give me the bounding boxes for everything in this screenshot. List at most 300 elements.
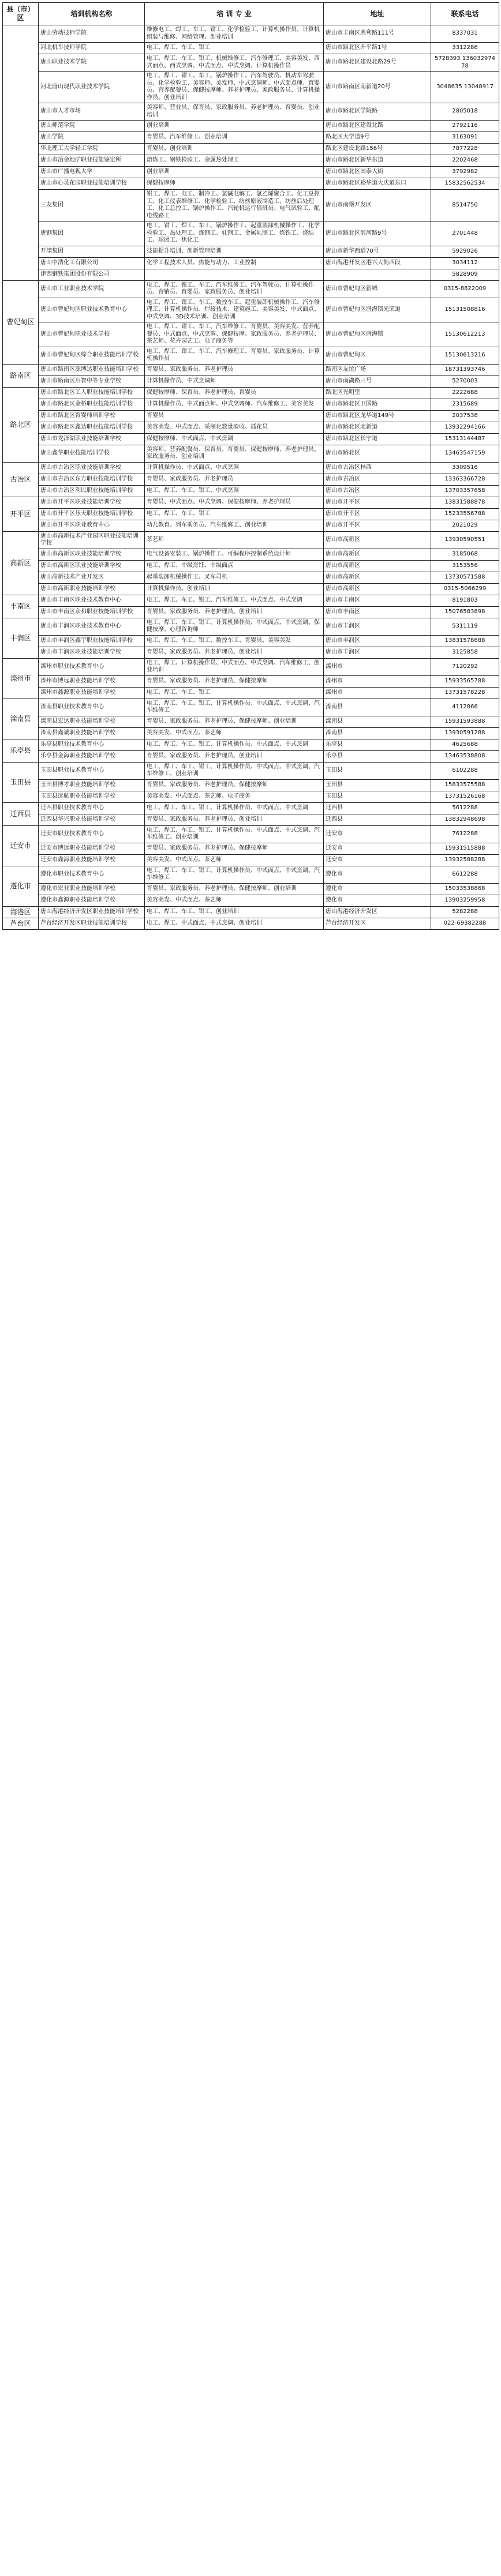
table-row [3, 802, 499, 814]
phone-cell: 13831578688 [431, 635, 499, 647]
address-cell: 路北区光明里 [324, 387, 431, 399]
region-cell: 滦州市 [3, 658, 39, 699]
address-cell: 滦州市 [324, 658, 431, 675]
phone-cell: 15130613216 [431, 347, 499, 364]
address-cell: 唐山市曹妃甸区新城 [324, 280, 431, 298]
major-cell: 起重装卸机械操作工、叉车司机 [145, 572, 324, 583]
org-cell: 遵化市宏业职业技能培训学校 [39, 883, 145, 895]
table-row [3, 167, 499, 178]
table-row [3, 825, 499, 843]
major-cell: 电工、焊工、车工、钳工 [145, 508, 324, 520]
major-cell: 电工、焊工、车工、钳工 [145, 687, 324, 699]
org-cell: 玉田县远航职业技能培训学校 [39, 791, 145, 802]
major-cell: 创业培训 [145, 167, 324, 178]
org-cell: 滦南县鑫诚职业技能培训学校 [39, 727, 145, 739]
major-cell: 电工、焊工、中式面点、中式烹调、创业培训 [145, 918, 324, 929]
major-cell: 电工、焊工、车工、钳工、汽车维修工、中式面点、中式烹调 [145, 595, 324, 606]
phone-cell: 13363366728 [431, 474, 499, 485]
phone-cell: 3792982 [431, 167, 499, 178]
address-cell: 乐亭县 [324, 739, 431, 750]
major-cell: 育婴员、家政服务员、养老护理员、创业培训 [145, 606, 324, 618]
major-cell: 育婴员、汽车维修工、创业培训 [145, 132, 324, 144]
org-cell: 唐山市丰南区职业技术教育中心 [39, 595, 145, 606]
address-cell: 路南区友谊广场 [324, 364, 431, 375]
org-cell: 滦南县宏达职业技能培训学校 [39, 716, 145, 727]
phone-cell: 15233556788 [431, 508, 499, 520]
phone-cell: 3163091 [431, 132, 499, 144]
table-header-row [3, 3, 499, 25]
phone-cell: 7612288 [431, 825, 499, 843]
region-cell: 玉田县 [3, 762, 39, 802]
major-cell: 育婴员 [145, 410, 324, 422]
table-row [3, 155, 499, 167]
table-row [3, 422, 499, 433]
address-cell: 路北区建设北路156号 [324, 144, 431, 155]
org-cell: 唐山高新技术产业开发区 [39, 572, 145, 583]
major-cell: 美容师、营业员、保育员、家政服务员、养老护理员、育婴员、创业培训 [145, 103, 324, 121]
org-cell: 唐山市丰润区职业技能培训学校 [39, 647, 145, 658]
major-cell: 幼儿教育、列车乘务员、汽车维修工、创业培训 [145, 520, 324, 531]
phone-cell: 5270003 [431, 375, 499, 387]
table-row [3, 791, 499, 802]
org-cell: 唐山市高新区职业技能培训学校 [39, 560, 145, 572]
major-cell: 维修电工、焊工、车工、钳工、化学检验工、计算机操作员、计算机组装与维修、网络管理、创业培训 [145, 25, 324, 43]
region-cell: 迁安市 [3, 825, 39, 866]
table-row [3, 178, 499, 190]
phone-cell: 15931593888 [431, 716, 499, 727]
address-cell: 唐山市路北区滨河路9号 [324, 221, 431, 246]
region-cell: 滦南县 [3, 699, 39, 739]
phone-cell: 2037538 [431, 410, 499, 422]
phone-cell: 3312286 [431, 43, 499, 54]
address-cell: 唐山市高新区 [324, 531, 431, 549]
org-cell: 唐山市冶金地矿职业技能鉴定所 [39, 155, 145, 167]
address-cell: 唐山海港开发区港兴大街西段 [324, 257, 431, 269]
major-cell: 育婴员、创业培训 [145, 144, 324, 155]
address-cell: 唐山市新华西道70号 [324, 246, 431, 257]
phone-cell: 15033538868 [431, 883, 499, 895]
org-cell: 唐山市路北区育婴师培训学校 [39, 410, 145, 422]
org-cell: 唐山师范学院 [39, 121, 145, 132]
address-cell: 滦南县 [324, 727, 431, 739]
org-cell: 唐山市广播电视大学 [39, 167, 145, 178]
org-cell: 迁安市博远职业技能培训学校 [39, 843, 145, 854]
phone-cell: 5612288 [431, 802, 499, 814]
address-cell: 唐山海港经济开发区 [324, 906, 431, 918]
address-cell: 玉田县 [324, 762, 431, 779]
address-cell: 唐山市路北区卫国路 [324, 399, 431, 410]
major-cell: 创业培训 [145, 121, 324, 132]
major-cell: 计算机操作员、中式面点、中式烹调 [145, 462, 324, 474]
address-cell: 唐山市路北区裕华道大庆道东口 [324, 178, 431, 190]
table-row [3, 410, 499, 422]
address-cell: 遵化市 [324, 895, 431, 906]
org-cell: 唐山市古冶区东方职业技能培训学校 [39, 474, 145, 485]
phone-cell: 15130612213 [431, 322, 499, 347]
major-cell: 电工、焊工、车工、钳工、创业培训 [145, 906, 324, 918]
address-cell: 唐山市曹妃甸区唐海镇 [324, 322, 431, 347]
major-cell: 化学工程技术人员、热能与动力、工业控制 [145, 257, 324, 269]
major-cell: 茶艺师 [145, 531, 324, 549]
address-cell: 唐山市高新区 [324, 560, 431, 572]
table-row [3, 387, 499, 399]
org-cell: 遵化市鑫源职业技能培训学校 [39, 895, 145, 906]
major-cell: 电工、焊工、钳工、车工、汽车修理工、育婴员、家政服务员、计算机操作员 [145, 347, 324, 364]
table-row [3, 364, 499, 375]
address-cell: 滦州市 [324, 687, 431, 699]
address-cell: 唐山市路北区长宁道 [324, 433, 431, 445]
major-cell: 电工、焊工、车工、钳工、计算机操作员、中式面点、中式烹调、汽车维修工 [145, 866, 324, 883]
phone-cell: 7120292 [431, 658, 499, 675]
org-cell: 唐山市工业职业技术学院 [39, 280, 145, 298]
org-cell: 滦州市鑫源职业技能培训学校 [39, 687, 145, 699]
address-cell: 唐山市路南区南新道20号 [324, 72, 431, 103]
phone-cell: 13930590551 [431, 531, 499, 549]
phone-cell: 8337031 [431, 25, 499, 43]
address-cell: 滦南县 [324, 699, 431, 716]
org-cell: 唐山市路北区工人职业技能培训学校 [39, 387, 145, 399]
table-row [3, 606, 499, 618]
table-row [3, 497, 499, 508]
address-cell: 唐山市路北区龙华道149号 [324, 410, 431, 422]
phone-cell: 022-69382288 [431, 918, 499, 929]
table-row [3, 647, 499, 658]
table-row [3, 72, 499, 103]
org-cell: 唐山市路南区启智中等专业学校 [39, 375, 145, 387]
table-row [3, 866, 499, 883]
phone-cell: 13463547159 [431, 445, 499, 462]
region-cell: 芦台区 [3, 918, 39, 929]
table-row [3, 895, 499, 906]
address-cell: 遵化市 [324, 866, 431, 883]
address-cell: 玉田县 [324, 779, 431, 791]
phone-cell: 0315-5066299 [431, 583, 499, 595]
phone-cell: 5311119 [431, 618, 499, 635]
address-cell: 迁西县 [324, 814, 431, 825]
phone-cell: 2202468 [431, 155, 499, 167]
org-cell: 滦州市博远职业技能培训学校 [39, 675, 145, 687]
org-cell: 开滦集团 [39, 246, 145, 257]
address-cell: 唐山市路北区 [324, 445, 431, 462]
header-address: 地址 [324, 3, 431, 25]
address-cell: 芦台经济开发区 [324, 918, 431, 929]
phone-cell: 2222688 [431, 387, 499, 399]
phone-cell: 7877228 [431, 144, 499, 155]
table-row [3, 121, 499, 132]
major-cell: 电工、焊工、车工、钳工、计算机操作员、中式面点、中式烹调、汽车维修工 [145, 699, 324, 716]
address-cell: 唐山市高新区 [324, 583, 431, 595]
phone-cell: 5282288 [431, 906, 499, 918]
table-row [3, 298, 499, 322]
phone-cell: 13832948698 [431, 814, 499, 825]
major-cell: 熔炼工、钢铁检验工、金属热处理工 [145, 155, 324, 167]
org-cell: 唐山市曹妃甸区职业技术教育中心 [39, 298, 145, 322]
org-cell: 唐山市曹妃甸区综合职业技能培训学校 [39, 347, 145, 364]
table-row [3, 25, 499, 43]
major-cell: 美容美发、中式面点、茶艺师、电子商务 [145, 791, 324, 802]
org-cell: 唐山市路南区源博达职业技能培训学校 [39, 364, 145, 375]
address-cell: 唐山市开平区 [324, 520, 431, 531]
major-cell: 技能提升培训、创新管理培训 [145, 246, 324, 257]
address-cell: 唐山市路北区新华东道 [324, 155, 431, 167]
address-cell: 迁西县 [324, 802, 431, 814]
address-cell [324, 269, 431, 280]
table-row [3, 54, 499, 72]
table-body [3, 25, 499, 930]
org-cell: 乐亭县职业技术教育中心 [39, 739, 145, 750]
region-cell [3, 25, 39, 281]
table-row [3, 906, 499, 918]
training-institutions-table [2, 2, 499, 930]
address-cell: 唐山市丰南区 [324, 595, 431, 606]
org-cell: 滦南县职业技术教育中心 [39, 699, 145, 716]
address-cell: 唐山市丰南区胜利路111号 [324, 25, 431, 43]
address-cell: 唐山市丰润区 [324, 618, 431, 635]
table-row [3, 699, 499, 716]
phone-cell: 13930591288 [431, 727, 499, 739]
phone-cell: 13932588288 [431, 854, 499, 866]
table-row [3, 474, 499, 485]
major-cell: 电工、焊工、车工、钳工、计算机操作员、中式面点、中式烹调 [145, 802, 324, 814]
org-cell: 迁安市职业技术教育中心 [39, 825, 145, 843]
table-row [3, 322, 499, 347]
phone-cell: 13903259958 [431, 895, 499, 906]
table-row [3, 549, 499, 560]
org-cell: 唐山市龙泽湖职业技能培训学校 [39, 433, 145, 445]
major-cell: 电工、焊工、车工、钳工、机械维修工、汽车修理工、美容美发、西式面点、西式烹调、中式面点、中式烹调、计算机操作员 [145, 54, 324, 72]
phone-cell: 13932294166 [431, 422, 499, 433]
table-row [3, 531, 499, 549]
major-cell: 美容美发、中式面点、茶艺师 [145, 727, 324, 739]
address-cell: 唐山市路北区建设北路29号 [324, 54, 431, 72]
region-cell: 高新区 [3, 531, 39, 595]
table-row [3, 399, 499, 410]
table-row [3, 221, 499, 246]
phone-cell: 3125858 [431, 647, 499, 658]
org-cell: 唐山鑫华职业技能培训学校 [39, 445, 145, 462]
address-cell: 滦南县 [324, 716, 431, 727]
org-cell: 迁西县华兴职业技能培训学校 [39, 814, 145, 825]
address-cell: 唐山市古冶区 [324, 485, 431, 497]
table-row [3, 280, 499, 298]
address-cell: 唐山市丰南区 [324, 606, 431, 618]
major-cell: 计算机操作员、中式面点师、中式烹调师、汽车维修工、美容美发 [145, 399, 324, 410]
header-org: 培训机构名称 [39, 3, 145, 25]
major-cell: 育婴员、家政服务员、养老护理员、创业培训 [145, 750, 324, 762]
address-cell: 路北区大学道9号 [324, 132, 431, 144]
major-cell: 美容美发、中式面点、采制化数量验收、插花员 [145, 422, 324, 433]
table-row [3, 727, 499, 739]
table-row [3, 687, 499, 699]
org-cell: 唐山中浩化工有限公司 [39, 257, 145, 269]
major-cell: 电工、焊工、计算机操作员、中式面点、中式烹调、汽车维修工、创业培训 [145, 658, 324, 675]
phone-cell: 13463538808 [431, 750, 499, 762]
org-cell: 唐山市开平区乐天职业技能培训学校 [39, 508, 145, 520]
phone-cell: 15931515888 [431, 843, 499, 854]
region-cell: 开平区 [3, 497, 39, 531]
address-cell: 唐山市曹妃甸区唐海镇光荣道 [324, 298, 431, 322]
table-row [3, 485, 499, 497]
phone-cell: 13703357658 [431, 485, 499, 497]
phone-cell: 0315-8822009 [431, 280, 499, 298]
org-cell: 唐山市高新职业技能培训学校 [39, 583, 145, 595]
major-cell: 育婴员、家政服务员、养老护理员 [145, 474, 324, 485]
major-cell: 电工、焊工、车工、钳工 [145, 43, 324, 54]
phone-cell: 2792116 [431, 121, 499, 132]
table-row [3, 347, 499, 364]
table-row [3, 269, 499, 280]
org-cell: 唐山市高新技术产业园区职业技能培训学校 [39, 531, 145, 549]
major-cell: 电工、焊工、车工、钳工、计算机操作员、中式面点、中式烹调、汽车维修工、创业培训 [145, 762, 324, 779]
org-cell: 唐山市古冶区职业技能培训学校 [39, 462, 145, 474]
org-cell: 唐钢集团 [39, 221, 145, 246]
table-row [3, 595, 499, 606]
org-cell: 唐山市人才市场 [39, 103, 145, 121]
phone-cell: 2021029 [431, 520, 499, 531]
phone-cell: 5828909 [431, 269, 499, 280]
table-row [3, 560, 499, 572]
org-cell: 芦台经济开发区职业技能培训学校 [39, 918, 145, 929]
phone-cell: 5728393 13603297478 [431, 54, 499, 72]
address-cell: 玉田县 [324, 791, 431, 802]
address-cell: 滦州市 [324, 675, 431, 687]
org-cell: 唐山海港经济开发区职业技能培训学校 [39, 906, 145, 918]
major-cell: 美容师、营养配餐员、保育员、育婴员、保健按摩师、养老护理员、家政服务员、创业培训 [145, 445, 324, 462]
phone-cell: 8514750 [431, 190, 499, 221]
phone-cell: 15313144487 [431, 433, 499, 445]
address-cell: 唐山市南堡开发区 [324, 190, 431, 221]
phone-cell: 2701448 [431, 221, 499, 246]
org-cell: 滦州市职业技术教育中心 [39, 658, 145, 675]
org-cell: 唐山学院 [39, 132, 145, 144]
major-cell: 电工、焊工、钳工、车工、数控车工、起重装卸机械操作工、汽车修理工、计算机操作员、焊接技术、建筑施工、美容美发、中式面点、中式烹调、3D技术培训、创业培训 [145, 298, 324, 322]
major-cell: 电气设备安装工、锅炉操作工、可编程序控制系统设计师 [145, 549, 324, 560]
phone-cell: 4625688 [431, 739, 499, 750]
region-cell: 迁西县 [3, 802, 39, 825]
table-row [3, 658, 499, 675]
region-cell: 路南区 [3, 364, 39, 387]
major-cell [145, 269, 324, 280]
major-cell: 育婴员、家政服务员、养老护理员、保健按摩师、创业培训 [145, 716, 324, 727]
major-cell: 电工、焊工、钳工、车工、汽车维修工、育婴员、美容美发、营养配餐员、中式面点、中式烹调、保健按摩、家政服务员、养老护理员、茶艺师、花卉园艺工、电子商务等 [145, 322, 324, 347]
table-row [3, 854, 499, 866]
org-cell: 玉田县职业技术教育中心 [39, 762, 145, 779]
org-cell: 遵化市职业技术教育中心 [39, 866, 145, 883]
table-row [3, 750, 499, 762]
major-cell: 电工、焊工、车工、钳工、计算机操作员、中式面点、中式烹调 [145, 739, 324, 750]
region-cell: 丰润区 [3, 618, 39, 658]
address-cell: 唐山市丰润区 [324, 635, 431, 647]
org-cell: 玉田县博才职业技能培训学校 [39, 779, 145, 791]
table-row [3, 883, 499, 895]
phone-cell: 3153556 [431, 560, 499, 572]
address-cell: 唐山市路北区建设北路 [324, 121, 431, 132]
phone-cell: 3034112 [431, 257, 499, 269]
table-row [3, 762, 499, 779]
phone-cell: 15833575588 [431, 779, 499, 791]
major-cell: 电工、焊工、钳工、车工、锅炉操作工、汽车驾驶员、机动车驾驶员、化学检验工、美容师、美发师、中式烹调师、中式面点师、育婴员、营养配餐员、保健按摩师、养老护理员、家政服务员、计算机操作员、创业培训 [145, 72, 324, 103]
phone-cell: 15933565788 [431, 675, 499, 687]
table-row [3, 716, 499, 727]
org-cell: 唐山劳动技师学院 [39, 25, 145, 43]
major-cell: 计算机操作员、中式烹调师 [145, 375, 324, 387]
phone-cell: 15076583898 [431, 606, 499, 618]
major-cell: 育婴员、家政服务员、养老护理员、保健按摩师 [145, 843, 324, 854]
address-cell: 乐亭县 [324, 750, 431, 762]
phone-cell: 15832562534 [431, 178, 499, 190]
address-cell: 唐山市高新区 [324, 572, 431, 583]
table-row [3, 132, 499, 144]
phone-cell: 13731526168 [431, 791, 499, 802]
org-cell: 河北唐山现代职业技术学院 [39, 72, 145, 103]
major-cell: 育婴员、家政服务员、养老护理员、保健按摩师、创业培训 [145, 883, 324, 895]
address-cell: 唐山市开平区 [324, 497, 431, 508]
address-cell: 迁安市 [324, 854, 431, 866]
address-cell: 唐山市路北区学院路 [324, 103, 431, 121]
major-cell: 电工、焊工、车工、钳工、数控车工、育婴员、美容美发 [145, 635, 324, 647]
address-cell: 唐山市丰润区 [324, 647, 431, 658]
major-cell: 育婴员、中式面点、中式烹调、保健按摩师、养老护理员 [145, 497, 324, 508]
phone-cell: 3185068 [431, 549, 499, 560]
phone-cell: 13731578228 [431, 687, 499, 699]
major-cell: 育婴员、家政服务员、养老护理员、保健按摩师 [145, 675, 324, 687]
org-cell: 唐山职业技术学院 [39, 54, 145, 72]
major-cell: 计算机操作员、创业培训 [145, 583, 324, 595]
phone-cell: 4112866 [431, 699, 499, 716]
table-row [3, 779, 499, 791]
address-cell: 唐山市路北区开平路1号 [324, 43, 431, 54]
major-cell: 电工、焊工、车工、钳工、计算机操作员、中式面点、中式烹调、保健按摩、心理咨询师 [145, 618, 324, 635]
org-cell: 河北机车技师学院 [39, 43, 145, 54]
address-cell: 唐山市路北区国泰大街 [324, 167, 431, 178]
major-cell: 育婴员、家政服务员、养老护理员、创业培训 [145, 647, 324, 658]
address-cell: 迁安市 [324, 843, 431, 854]
major-cell: 钳工、焊工、电工、制冷工、氯碱电解工、氯乙烯聚合工、化工总控工、化工仪表维修工、化学检验工、纺丝原液制造工、纺丝后处理工、化工总控工、锅炉操作工、汽轮机运行值班员、电气试验工、配电线路工 [145, 190, 324, 221]
org-cell: 唐山市高新区职业技能培训学校 [39, 549, 145, 560]
org-cell: 唐山市古冶区利民职业技能培训学校 [39, 485, 145, 497]
address-cell: 唐山市开平区 [324, 508, 431, 520]
table-row [3, 43, 499, 54]
phone-cell: 8191803 [431, 595, 499, 606]
major-cell: 保健按摩师、中式面点、中式烹调 [145, 433, 324, 445]
region-cell: 路北区 [3, 387, 39, 462]
org-cell: 三友集团 [39, 190, 145, 221]
phone-cell: 13831588878 [431, 497, 499, 508]
table-row [3, 462, 499, 474]
major-cell: 保健按摩师 [145, 178, 324, 190]
org-cell: 唐山市开平区职业技能培训学校 [39, 497, 145, 508]
region-cell: 遵化市 [3, 866, 39, 906]
major-cell: 保健按摩师、保育员、养老护理员、育婴员 [145, 387, 324, 399]
table-row [3, 508, 499, 520]
phone-cell: 5929026 [431, 246, 499, 257]
phone-cell: 2805018 [431, 103, 499, 121]
header-phone: 联系电话 [431, 3, 499, 25]
address-cell: 唐山市古冶区 [324, 474, 431, 485]
address-cell: 唐山市路北区北新道 [324, 422, 431, 433]
address-cell: 唐山市曹妃甸区 [324, 347, 431, 364]
major-cell: 电工、焊工、钳工、车工、汽车维修工、汽车驾驶员、计算机操作员、营销员、育婴员、家政服务员、创业培训 [145, 280, 324, 298]
major-cell: 育婴员、家政服务员、养老护理员、保健按摩师 [145, 779, 324, 791]
region-cell: 曹妃甸区 [3, 280, 39, 364]
phone-cell: 3048635 13048917 [431, 72, 499, 103]
table-row [3, 843, 499, 854]
phone-cell: 13730571588 [431, 572, 499, 583]
major-cell: 电工、焊工、车工、钳工、计算机操作员、中式面点、中式烹调、汽车维修工、创业培训 [145, 825, 324, 843]
major-cell: 美容美发、中式面点、茶艺师 [145, 854, 324, 866]
org-cell: 华北理工大学轻工学院 [39, 144, 145, 155]
phone-cell: 6612288 [431, 866, 499, 883]
